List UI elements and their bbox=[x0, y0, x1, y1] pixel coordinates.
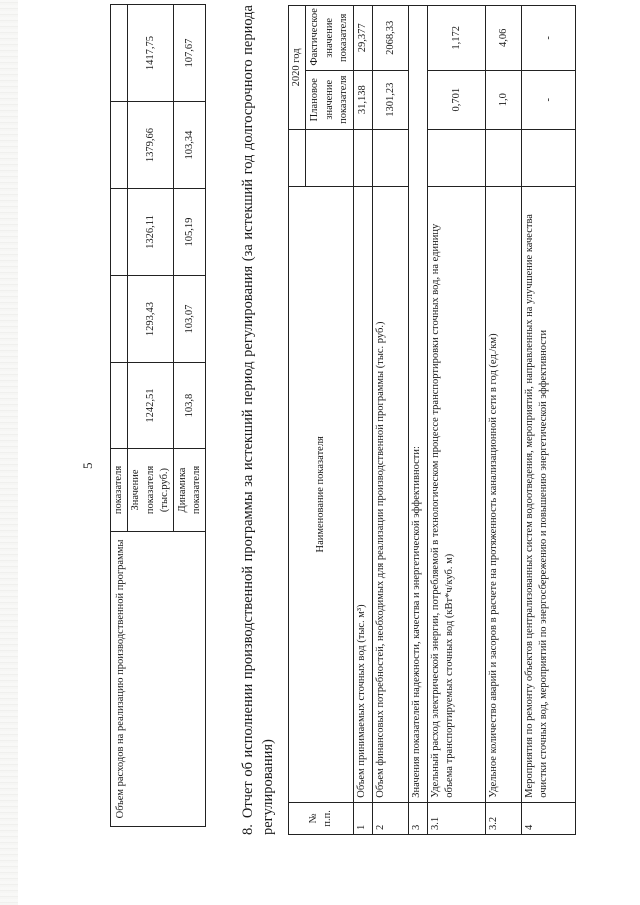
section-title: Отчет об исполнении производственной программы за истекший период регулирования (за истекший год долгосрочного периода регулирования) bbox=[240, 5, 276, 835]
col-spacer bbox=[289, 129, 306, 186]
col-spacer bbox=[373, 129, 409, 186]
col-header-num: № п.п. bbox=[289, 802, 354, 834]
expense-table bbox=[110, 4, 206, 827]
col-header-plan: Плановое значение показателя bbox=[306, 70, 354, 129]
col-header-year: 2020 год bbox=[289, 6, 306, 130]
report-table bbox=[288, 5, 576, 835]
row-num: 2 bbox=[373, 802, 409, 834]
row-num: 3 bbox=[409, 802, 428, 834]
dynamics-label: Динамика показателя bbox=[174, 449, 206, 532]
row-name: Удельное количество аварий и засоров в расчете на протяженность канализационной сети в год (ед./км) bbox=[486, 186, 522, 802]
row-name: Мероприятия по ремонту объектов централизованных систем водоотведения, мероприятий, направленных на улучшение качества очистки сточных вод, мероприятий по энергосбережению и повышению энергетической эффективности bbox=[522, 186, 576, 802]
row-plan: - bbox=[522, 70, 576, 129]
value-cell: 1242,51 bbox=[128, 363, 174, 449]
row-name: Удельный расход электрической энергии, потребляемой в технологическом процессе транспортировки сточных вод, на единицу объема транспортируемых сточных вод (кВт*ч/куб. м) bbox=[428, 186, 486, 802]
section-heading bbox=[238, 5, 278, 835]
row-name: Объем принимаемых сточных вод (тыс. м³) bbox=[354, 186, 373, 802]
row-name: Объем финансовых потребностей, необходимых для реализации производственной программы (тыс. руб.) bbox=[373, 186, 409, 802]
row-fact: 1,172 bbox=[428, 6, 486, 71]
value-cell: 1379,66 bbox=[128, 102, 174, 189]
col-spacer bbox=[354, 129, 373, 186]
value-cell: 1326,11 bbox=[128, 189, 174, 276]
col-header-name: Наименование показателя bbox=[289, 186, 354, 802]
row-name: Значения показателей надежности, качества и энергетической эффективности: bbox=[409, 6, 428, 803]
row-fact: 4,06 bbox=[486, 6, 522, 71]
value-cell: 1293,43 bbox=[128, 276, 174, 363]
dynamics-cell: 107,67 bbox=[174, 5, 206, 102]
row-plan: 1,0 bbox=[486, 70, 522, 129]
row-fact: - bbox=[522, 6, 576, 71]
row-plan: 1301,23 bbox=[373, 70, 409, 129]
row-num: 4 bbox=[522, 802, 576, 834]
row-plan: 31,138 bbox=[354, 70, 373, 129]
row-fact: 29,377 bbox=[354, 6, 373, 71]
value-cell: 1417,75 bbox=[128, 5, 174, 102]
dynamics-cell: 103,07 bbox=[174, 276, 206, 363]
col-header-fact: Фактическое значение показателя bbox=[306, 6, 354, 71]
col-spacer bbox=[428, 129, 486, 186]
dynamics-cell: 103,8 bbox=[174, 363, 206, 449]
row-plan: 0,701 bbox=[428, 70, 486, 129]
row-fact: 2068,33 bbox=[373, 6, 409, 71]
dynamics-cell: 103,34 bbox=[174, 102, 206, 189]
row-num: 3.2 bbox=[486, 802, 522, 834]
col-spacer bbox=[486, 129, 522, 186]
value-label: Значение показателя (тыс.руб.) bbox=[128, 449, 174, 532]
section-number: 8. bbox=[240, 824, 256, 835]
page-number: 5 bbox=[80, 462, 95, 469]
dynamics-cell: 105,19 bbox=[174, 189, 206, 276]
col-spacer bbox=[522, 129, 576, 186]
header-fragment: показателя bbox=[111, 449, 128, 532]
row-num: 1 bbox=[354, 802, 373, 834]
row-num: 3.1 bbox=[428, 802, 486, 834]
col-spacer bbox=[306, 129, 354, 186]
expense-label: Объем расходов на реализацию производственной программы bbox=[111, 532, 206, 827]
